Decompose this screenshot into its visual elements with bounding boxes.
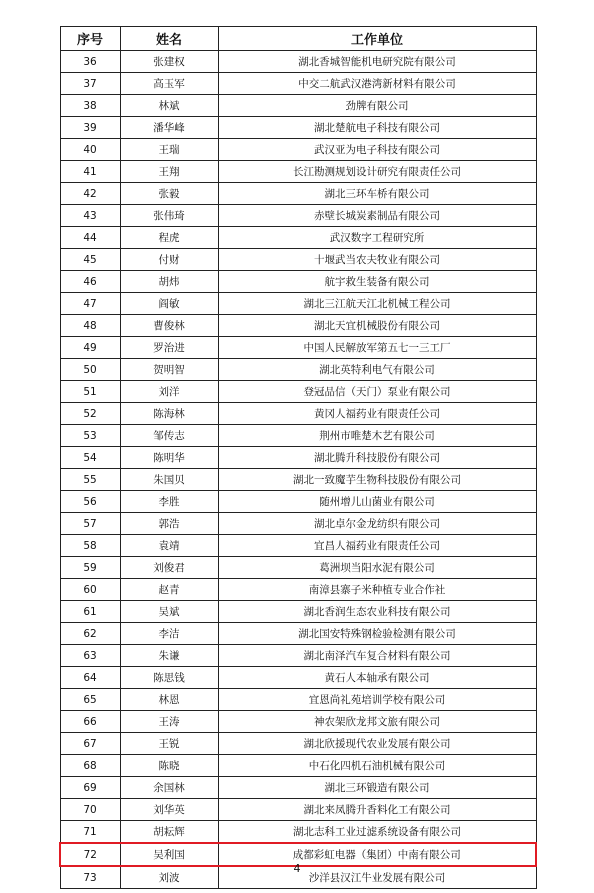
- cell-name: 吴利国: [120, 843, 218, 866]
- cell-name: 陈思钱: [120, 667, 218, 689]
- cell-org: 沙洋县汉江牛业发展有限公司: [218, 866, 536, 889]
- cell-name: 罗治进: [120, 337, 218, 359]
- cell-index: 36: [60, 51, 120, 73]
- cell-org: 荆州市唯楚木艺有限公司: [218, 425, 536, 447]
- cell-index: 51: [60, 381, 120, 403]
- cell-index: 45: [60, 249, 120, 271]
- cell-org: 宜恩尚礼苑培训学校有限公司: [218, 689, 536, 711]
- cell-index: 72: [60, 843, 120, 866]
- cell-org: 成都彩虹电器（集团）中南有限公司: [218, 843, 536, 866]
- cell-org: 十堰武当农夫牧业有限公司: [218, 249, 536, 271]
- cell-org: 黄冈人福药业有限责任公司: [218, 403, 536, 425]
- cell-org: 南漳县寨子米种植专业合作社: [218, 579, 536, 601]
- cell-name: 李洁: [120, 623, 218, 645]
- table-row: [60, 557, 536, 579]
- cell-index: 59: [60, 557, 120, 579]
- cell-index: 60: [60, 579, 120, 601]
- cell-index: 46: [60, 271, 120, 293]
- header-org: 工作单位: [218, 27, 536, 51]
- cell-index: 64: [60, 667, 120, 689]
- cell-org: 随州增儿山菌业有限公司: [218, 491, 536, 513]
- header-name: 姓名: [120, 27, 218, 51]
- cell-name: 林恩: [120, 689, 218, 711]
- cell-name: 高玉军: [120, 73, 218, 95]
- cell-name: 刘波: [120, 866, 218, 889]
- table-row: [60, 271, 536, 293]
- cell-name: 程虎: [120, 227, 218, 249]
- cell-name: 王涛: [120, 711, 218, 733]
- cell-name: 袁靖: [120, 535, 218, 557]
- cell-name: 林斌: [120, 95, 218, 117]
- cell-index: 43: [60, 205, 120, 227]
- cell-org: 湖北欣援现代农业发展有限公司: [218, 733, 536, 755]
- cell-org: 湖北英特利电气有限公司: [218, 359, 536, 381]
- cell-org: 湖北腾升科技股份有限公司: [218, 447, 536, 469]
- cell-name: 陈明华: [120, 447, 218, 469]
- cell-name: 张伟琦: [120, 205, 218, 227]
- cell-name: 张毅: [120, 183, 218, 205]
- cell-org: 黄石人本轴承有限公司: [218, 667, 536, 689]
- table-row: [60, 359, 536, 381]
- cell-org: 湖北三江航天江北机械工程公司: [218, 293, 536, 315]
- cell-name: 朱谦: [120, 645, 218, 667]
- cell-index: 73: [60, 866, 120, 889]
- table-row: [60, 821, 536, 844]
- cell-name: 郭浩: [120, 513, 218, 535]
- table-row: [60, 711, 536, 733]
- table-row: [60, 469, 536, 491]
- cell-index: 42: [60, 183, 120, 205]
- cell-name: 李胜: [120, 491, 218, 513]
- table-row: [60, 73, 536, 95]
- table-row: [60, 403, 536, 425]
- table-row: [60, 95, 536, 117]
- table-row: [60, 667, 536, 689]
- cell-org: 中石化四机石油机械有限公司: [218, 755, 536, 777]
- cell-index: 55: [60, 469, 120, 491]
- cell-org: 神农架欣龙邦文旅有限公司: [218, 711, 536, 733]
- cell-index: 41: [60, 161, 120, 183]
- table-body: [60, 51, 536, 889]
- table-row: [60, 777, 536, 799]
- table-row: [60, 579, 536, 601]
- cell-org: 湖北卓尔金龙纺织有限公司: [218, 513, 536, 535]
- cell-index: 61: [60, 601, 120, 623]
- cell-org: 长江勘测规划设计研究有限责任公司: [218, 161, 536, 183]
- cell-index: 49: [60, 337, 120, 359]
- table-row: [60, 491, 536, 513]
- cell-index: 69: [60, 777, 120, 799]
- cell-name: 赵青: [120, 579, 218, 601]
- cell-index: 37: [60, 73, 120, 95]
- cell-org: 湖北天宜机械股份有限公司: [218, 315, 536, 337]
- table-row: [60, 183, 536, 205]
- cell-org: 湖北南泽汽车复合材料有限公司: [218, 645, 536, 667]
- table-row: [60, 139, 536, 161]
- cell-index: 38: [60, 95, 120, 117]
- cell-name: 余国林: [120, 777, 218, 799]
- cell-org: 湖北三环锻造有限公司: [218, 777, 536, 799]
- cell-org: 劲牌有限公司: [218, 95, 536, 117]
- cell-name: 胡耘辉: [120, 821, 218, 844]
- cell-index: 70: [60, 799, 120, 821]
- cell-index: 54: [60, 447, 120, 469]
- cell-org: 中交二航武汉港湾新材料有限公司: [218, 73, 536, 95]
- page-number: 4: [293, 862, 301, 875]
- table-row: [60, 645, 536, 667]
- table-row: [60, 425, 536, 447]
- cell-org: 武汉数字工程研究所: [218, 227, 536, 249]
- table-row: [60, 733, 536, 755]
- cell-org: 湖北来凤腾升香料化工有限公司: [218, 799, 536, 821]
- cell-org: 湖北香润生态农业科技有限公司: [218, 601, 536, 623]
- cell-name: 邹传志: [120, 425, 218, 447]
- cell-index: 66: [60, 711, 120, 733]
- cell-name: 朱国贝: [120, 469, 218, 491]
- cell-index: 56: [60, 491, 120, 513]
- cell-name: 陈海林: [120, 403, 218, 425]
- cell-index: 50: [60, 359, 120, 381]
- cell-index: 39: [60, 117, 120, 139]
- header-index: 序号: [60, 27, 120, 51]
- cell-index: 53: [60, 425, 120, 447]
- cell-name: 刘俊君: [120, 557, 218, 579]
- cell-index: 58: [60, 535, 120, 557]
- cell-name: 曹俊林: [120, 315, 218, 337]
- cell-org: 湖北三环车桥有限公司: [218, 183, 536, 205]
- table-row: [60, 315, 536, 337]
- cell-org: 湖北国安特殊钢检验检测有限公司: [218, 623, 536, 645]
- cell-name: 潘华峰: [120, 117, 218, 139]
- table-row: [60, 381, 536, 403]
- cell-index: 67: [60, 733, 120, 755]
- cell-index: 57: [60, 513, 120, 535]
- cell-org: 赤壁长城炭素制品有限公司: [218, 205, 536, 227]
- table-row: [60, 161, 536, 183]
- table-header: [60, 27, 536, 51]
- cell-name: 王翔: [120, 161, 218, 183]
- table-row: [60, 623, 536, 645]
- cell-org: 葛洲坝当阳水泥有限公司: [218, 557, 536, 579]
- table-row: [60, 601, 536, 623]
- table-row: [60, 755, 536, 777]
- cell-index: 44: [60, 227, 120, 249]
- cell-name: 胡炜: [120, 271, 218, 293]
- cell-name: 付财: [120, 249, 218, 271]
- table-row: [60, 205, 536, 227]
- table-row: [60, 293, 536, 315]
- cell-name: 贺明智: [120, 359, 218, 381]
- cell-name: 吴斌: [120, 601, 218, 623]
- cell-name: 陈晓: [120, 755, 218, 777]
- cell-name: 张建权: [120, 51, 218, 73]
- cell-name: 王锐: [120, 733, 218, 755]
- cell-org: 湖北楚航电子科技有限公司: [218, 117, 536, 139]
- table-row: [60, 447, 536, 469]
- cell-index: 65: [60, 689, 120, 711]
- cell-org: 登冠品信（天门）泵业有限公司: [218, 381, 536, 403]
- cell-name: 刘华英: [120, 799, 218, 821]
- cell-org: 中国人民解放军第五七一三工厂: [218, 337, 536, 359]
- cell-org: 武汉亚为电子科技有限公司: [218, 139, 536, 161]
- table-row: [60, 337, 536, 359]
- cell-index: 62: [60, 623, 120, 645]
- table-row: [60, 51, 536, 73]
- cell-index: 48: [60, 315, 120, 337]
- cell-index: 71: [60, 821, 120, 844]
- cell-index: 40: [60, 139, 120, 161]
- table-row: [60, 249, 536, 271]
- cell-name: 王瑞: [120, 139, 218, 161]
- table-row: [60, 227, 536, 249]
- cell-org: 湖北志科工业过滤系统设备有限公司: [218, 821, 536, 844]
- cell-org: 湖北一致魔芋生物科技股份有限公司: [218, 469, 536, 491]
- cell-index: 52: [60, 403, 120, 425]
- cell-org: 宜昌人福药业有限责任公司: [218, 535, 536, 557]
- table-row: [60, 689, 536, 711]
- cell-name: 刘洋: [120, 381, 218, 403]
- cell-index: 47: [60, 293, 120, 315]
- cell-index: 68: [60, 755, 120, 777]
- cell-org: 航宇救生装备有限公司: [218, 271, 536, 293]
- table-row: [60, 117, 536, 139]
- cell-org: 湖北香城智能机电研究院有限公司: [218, 51, 536, 73]
- table-row: [60, 799, 536, 821]
- cell-name: 阎敏: [120, 293, 218, 315]
- table-row: [60, 513, 536, 535]
- table-row: [60, 535, 536, 557]
- roster-table: [59, 26, 537, 889]
- cell-index: 63: [60, 645, 120, 667]
